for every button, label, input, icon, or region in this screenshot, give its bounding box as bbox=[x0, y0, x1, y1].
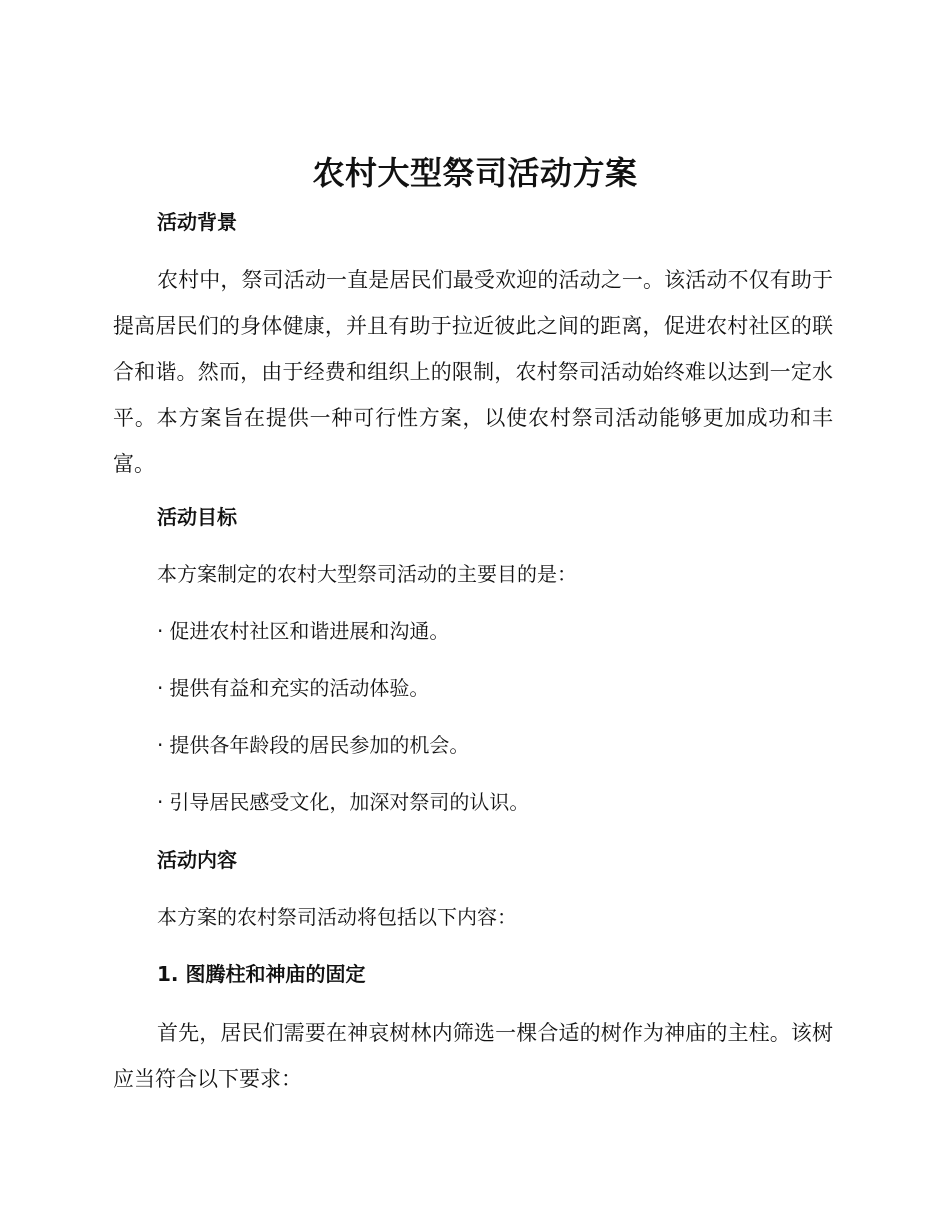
bullet-icon: · bbox=[157, 733, 164, 757]
content-intro: 本方案的农村祭司活动将包括以下内容： bbox=[157, 905, 517, 929]
goal-list-item bbox=[157, 730, 469, 760]
section-heading-content: 活动内容 bbox=[157, 848, 237, 872]
goal-list-item bbox=[157, 787, 529, 817]
background-paragraph: 农村中，祭司活动一直是居民们最受欢迎的活动之一。该活动不仅有助于提高居民们的身体健康，并且有助于拉近彼此之间的距离，促进农村社区的联合和谐。然而，由于经费和组织上的限制，农村祭司活动始终难以达到一定水平。本方案旨在提供一种可行性方案，以使农村祭司活动能够更加成功和丰富。 bbox=[113, 268, 833, 476]
goal-list-item bbox=[157, 673, 429, 703]
section-heading-goals: 活动目标 bbox=[157, 505, 237, 529]
goal-text: 引导居民感受文化，加深对祭司的认识。 bbox=[169, 790, 530, 814]
bullet-icon: · bbox=[157, 619, 164, 643]
goals-intro: 本方案制定的农村大型祭司活动的主要目的是： bbox=[157, 562, 577, 586]
subsection-heading: 1. 图腾柱和神庙的固定 bbox=[157, 962, 366, 986]
bullet-icon: · bbox=[157, 790, 164, 814]
page-title: 农村大型祭司活动方案 bbox=[312, 154, 638, 192]
goal-list-item bbox=[157, 616, 449, 646]
goal-text: 促进农村社区和谐进展和沟通。 bbox=[169, 619, 450, 643]
section-heading-background: 活动背景 bbox=[157, 210, 237, 234]
bullet-icon: · bbox=[157, 676, 164, 700]
goal-text: 提供有益和充实的活动体验。 bbox=[169, 676, 430, 700]
goal-text: 提供各年龄段的居民参加的机会。 bbox=[169, 733, 470, 757]
content-paragraph: 首先，居民们需要在神哀树林内筛选一棵合适的树作为神庙的主柱。该树应当符合以下要求： bbox=[113, 1021, 833, 1091]
